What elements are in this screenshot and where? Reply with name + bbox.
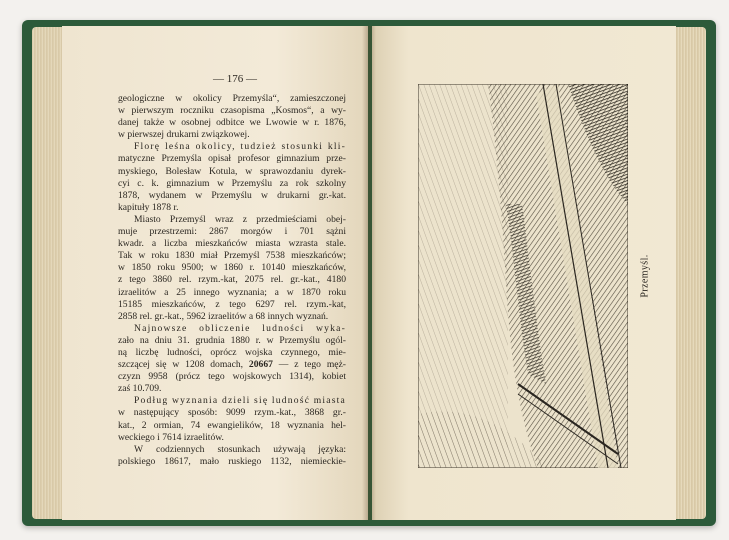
- text-line: zało na dniu 31. grudnia 1880 r. w Przemyślu ogól-: [118, 334, 346, 346]
- text-line: 1878, wydanem w Przemyślu w drukarni gr.-kat.: [118, 189, 346, 201]
- text-line: Podług wyznania dzieli się ludność miasta: [134, 395, 346, 407]
- text-line: Tak w roku 1830 miał Przemyśl 7538 mieszkańców;: [118, 250, 346, 262]
- text-line: Miasto Przemyśl wraz z przedmieściami obej-: [134, 213, 346, 225]
- text-line: kat., 2 ormian, 74 ewangielików, 18 wyznania hel-: [118, 419, 346, 431]
- text-line: Florę leśna okolicy, tudzież stosunki kli-: [134, 141, 346, 153]
- text-line: kapituły 1878 r.: [118, 201, 179, 213]
- text-line: weckiego i 7614 izraelitów.: [118, 431, 224, 443]
- left-page-text: [118, 93, 346, 468]
- illustration-caption: Przemyśl.: [639, 254, 651, 298]
- text-line: matyczne Przemyśla opisał profesor gimnazium prze-: [118, 153, 346, 165]
- text-line: polskiego 18617, mało ruskiego 1132, niemieckie-: [118, 455, 346, 467]
- text-line: myskiego, Bolesław Kotula, w sprawozdaniu dyrek-: [118, 165, 346, 177]
- text-line: geologiczne w okolicy Przemyśla“, zamieszczonej: [118, 93, 346, 104]
- text-line: 15185 mieszkańców, z tego 6297 rel. rzym.-kat,: [118, 298, 346, 310]
- page-number: — 176 —: [213, 73, 257, 85]
- text-line: czyzn 9958 (prócz tego wojskowych 1314), kobiet: [118, 371, 346, 383]
- page-edges-right: [674, 27, 706, 519]
- text-line: ną liczbę ludności, oprócz wojska czynnego, mie-: [118, 346, 346, 358]
- text-line: cyi c. k. gimnazium w Przemyślu za rok szkolny: [118, 177, 346, 189]
- book-gutter: [362, 26, 376, 520]
- text-line: w następujący sposób: 9099 rzym.-kat., 3868 gr.-: [118, 407, 346, 419]
- text-line: Najnowsze obliczenie ludności wyka-: [134, 322, 346, 334]
- text-line: w pierwszym roczniku czasopisma „Kosmos“, a wy-: [118, 105, 346, 117]
- text-line: zaś 10.709.: [118, 383, 162, 395]
- text-line: muje przestrzemi: 2867 morgów i 701 sążni: [118, 226, 346, 238]
- text-line: [118, 359, 346, 371]
- text-line: kwadr. a liczba mieszkańców miasta wzrasta stale.: [118, 238, 346, 250]
- text-line: w 1850 roku 9500; w 1860 r. 10140 mieszkańców,: [118, 262, 346, 274]
- text-line: izraelitów a 25 innego wyznania; a w 1870 roku: [118, 286, 346, 298]
- page-edges-left: [32, 27, 62, 519]
- text-line: W codziennych stosunkach używają języka:: [134, 443, 346, 455]
- text-line: z tego 3860 rel. rzym.-kat, 2075 rel. gr.-kat., 4180: [118, 274, 346, 286]
- przemysl-engraving: [418, 84, 628, 468]
- text-line: 2858 rel. gr.-kat., 5962 izraelitów a 68 innych wyznań.: [118, 310, 329, 322]
- text-fragment: — z tego męż-: [278, 359, 346, 371]
- text-line: danej także w osobnej odbitce we Lwowie w r. 1876,: [118, 117, 346, 129]
- population-total: 20667: [248, 359, 273, 371]
- text-fragment: szczącej się w 1208 domach,: [118, 359, 244, 371]
- text-line: w pierwszej drukarni związkowej.: [118, 129, 250, 141]
